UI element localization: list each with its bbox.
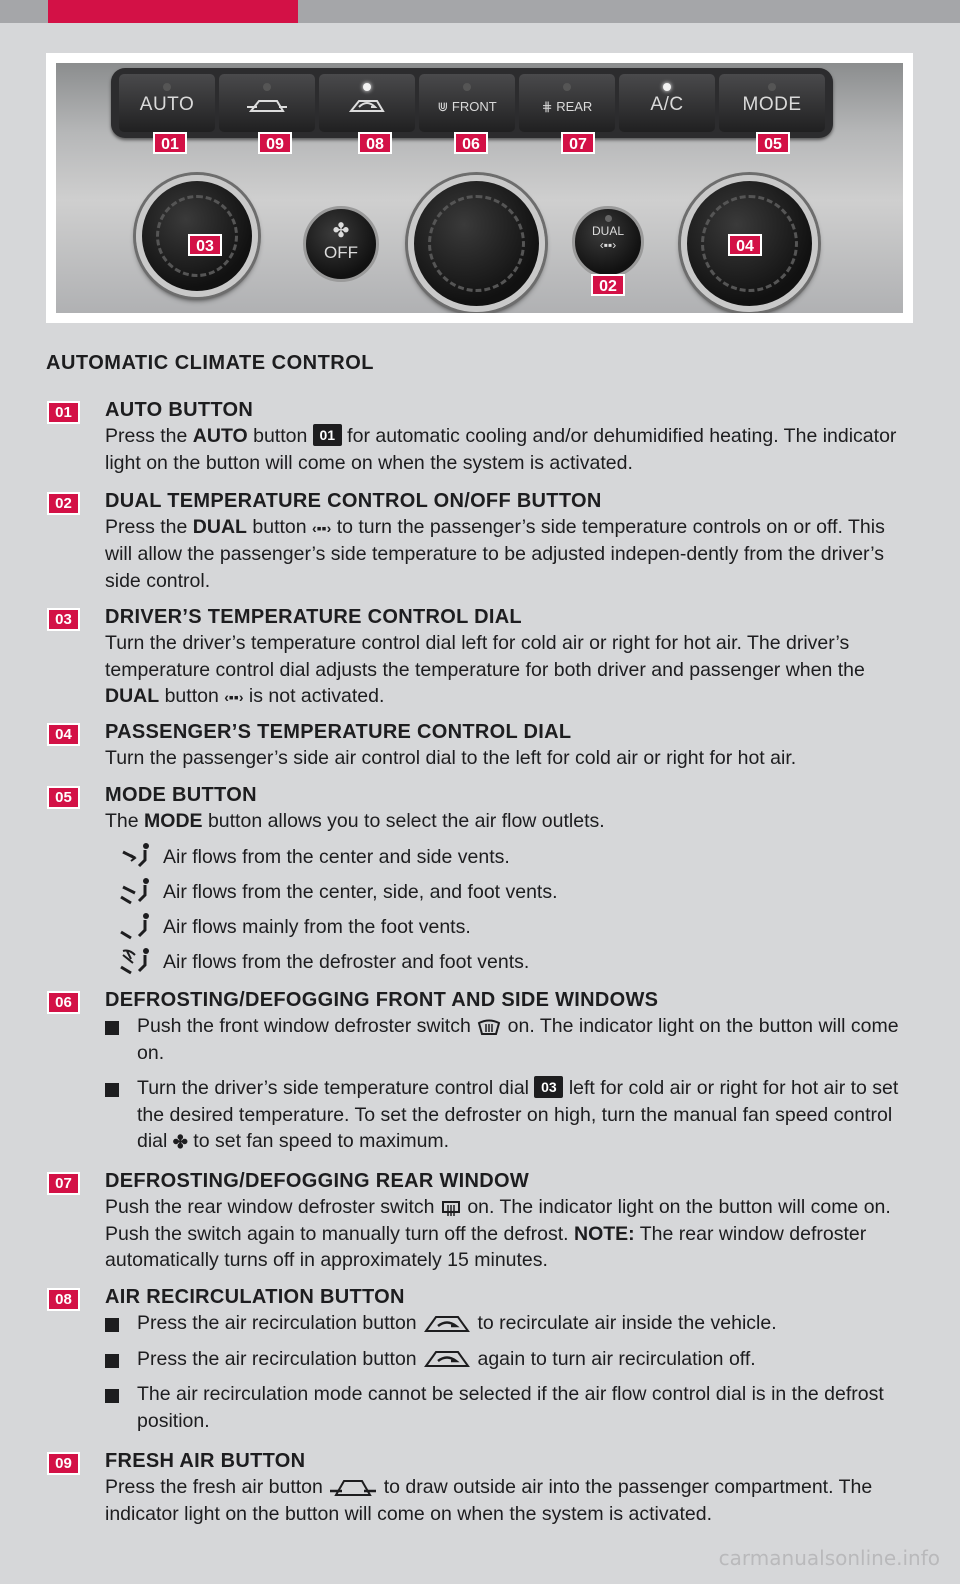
section-number-04: 04 xyxy=(47,723,80,746)
inline-callout-01: 01 xyxy=(313,424,342,446)
section-body: Push the rear window defroster switch on. The indicator light on the button will come on. Push the switch again to manually turn off the defrost. NOTE: The rear window defroster automatically turns off in approximately 15 minutes. xyxy=(105,1196,891,1271)
rear-defrost-button[interactable] xyxy=(519,74,615,132)
mode-description: Air flows from the center, side, and foot vents. xyxy=(163,880,558,903)
mode-description: Air flows mainly from the foot vents. xyxy=(163,915,471,938)
fresh-air-icon xyxy=(328,1477,378,1499)
section-title: DEFROSTING/DEFOGGING REAR WINDOW xyxy=(105,1170,530,1192)
section-body: Press the DUAL button ‹▪▪› to turn the passenger’s side temperature controls on or off. This will allow the passenger’s side temperature to be adjusted indepen-dently from the driver’s side control. xyxy=(105,516,885,592)
section-number-02: 02 xyxy=(47,492,80,515)
section-body: Turn the driver’s temperature control dial left for cold air or right for hot air. The driver’s temperature control dial adjusts the temperature for both driver and passenger when the DUAL button ‹▪▪› is not activated. xyxy=(105,630,905,710)
dual-button[interactable] xyxy=(572,206,644,278)
fan-speed-dial[interactable] xyxy=(408,175,545,312)
section-body: The MODE button allows you to select the air flow outlets. xyxy=(105,810,605,832)
fan-off-label: OFF xyxy=(324,243,358,262)
dual-seats-icon: ‹▪▪› xyxy=(224,688,244,705)
front-defrost-button[interactable] xyxy=(419,74,515,132)
section-title: PASSENGER’S TEMPERATURE CONTROL DIAL xyxy=(105,721,572,743)
section-number-01: 01 xyxy=(47,401,80,424)
section-number-09: 09 xyxy=(47,1452,80,1475)
callout-02: 02 xyxy=(591,274,625,296)
rear-defrost-indicator-light xyxy=(563,83,571,91)
recirculation-icon xyxy=(422,1348,472,1370)
section-number-05: 05 xyxy=(47,786,80,809)
dual-button-label: DUAL xyxy=(591,224,624,238)
section-fresh-air xyxy=(105,1448,905,1527)
button-strip xyxy=(111,68,833,138)
callout-09: 09 xyxy=(258,132,292,154)
ac-button-label: A/C xyxy=(650,94,684,115)
auto-button[interactable] xyxy=(119,74,215,132)
front-defrost-icon: ⋓ xyxy=(437,99,449,114)
mode-description: Air flows from the defroster and foot vents. xyxy=(163,950,530,973)
bullet-item: Push the front window defroster switch on. The indicator light on the button will come on. xyxy=(105,1013,905,1066)
ac-button[interactable] xyxy=(619,74,715,132)
section-title: AIR RECIRCULATION BUTTON xyxy=(105,1286,405,1308)
climate-panel-photo xyxy=(46,53,913,323)
inline-callout-03: 03 xyxy=(534,1076,563,1098)
mode-button-label: MODE xyxy=(742,94,802,115)
mode-row xyxy=(105,879,905,914)
section-dual-button xyxy=(105,488,905,594)
top-bar xyxy=(0,0,960,23)
dual-seats-icon: ‹▪▪› xyxy=(599,238,617,252)
rear-defrost-icon xyxy=(440,1199,462,1217)
bullet-item: Turn the driver’s side temperature control dial 03 left for cold air or right for hot air to set the desired temperature. To set the defroster on high, turn the manual fan speed control dial ✤ to set fan speed to maximum. xyxy=(105,1075,905,1155)
section-front-defrost xyxy=(105,987,905,1155)
fresh-air-icon xyxy=(245,95,289,117)
auto-indicator-light xyxy=(163,83,171,91)
front-defrost-indicator-light xyxy=(463,83,471,91)
section-mode-button xyxy=(105,782,905,984)
section-body: Turn the passenger’s side air control dial to the left for cold air or right for hot air. xyxy=(105,747,797,769)
callout-03: 03 xyxy=(188,234,222,256)
section-number-06: 06 xyxy=(47,991,80,1014)
section-body: Press the fresh air button to draw outside air into the passenger compartment. The indicator light on the button will come on when the system is activated. xyxy=(105,1476,873,1525)
section-auto-button xyxy=(105,397,905,476)
section-driver-dial xyxy=(105,604,905,710)
recirculation-icon xyxy=(422,1313,472,1335)
bullet-item: The air recirculation mode cannot be selected if the air flow control dial is in the defrost position. xyxy=(105,1381,905,1434)
fan-icon: ✤ xyxy=(332,220,350,242)
mode-button[interactable] xyxy=(719,74,825,132)
section-title: DRIVER’S TEMPERATURE CONTROL DIAL xyxy=(105,606,522,628)
mode-row xyxy=(105,844,905,879)
callout-01: 01 xyxy=(153,132,187,154)
callout-08: 08 xyxy=(358,132,392,154)
foot-mode-icon xyxy=(115,912,153,940)
section-title: FRESH AIR BUTTON xyxy=(105,1450,306,1472)
recirculation-button[interactable] xyxy=(319,74,415,132)
section-recirculation xyxy=(105,1284,905,1434)
section-title: AUTO BUTTON xyxy=(105,399,254,421)
mode-indicator-light xyxy=(768,83,776,91)
section-number-07: 07 xyxy=(47,1172,80,1195)
watermark: carmanualsonline.info xyxy=(718,1546,940,1570)
top-bar-accent xyxy=(48,0,298,23)
fan-icon: ✤ xyxy=(172,1131,188,1152)
section-title: DEFROSTING/DEFOGGING FRONT AND SIDE WINDOWS xyxy=(105,989,659,1011)
front-defrost-label: FRONT xyxy=(451,99,497,114)
rear-defrost-icon: ⋕ xyxy=(541,99,553,114)
callout-07: 07 xyxy=(561,132,595,154)
fresh-air-button[interactable] xyxy=(219,74,315,132)
front-defrost-icon xyxy=(476,1018,502,1036)
dual-seats-icon: ‹▪▪› xyxy=(312,519,332,536)
defrost-foot-mode-icon xyxy=(115,947,153,975)
callout-06: 06 xyxy=(454,132,488,154)
rear-defrost-label: REAR xyxy=(556,99,593,114)
fresh-air-indicator-light xyxy=(263,83,271,91)
dual-indicator-light xyxy=(605,215,612,222)
section-number-03: 03 xyxy=(47,608,80,631)
section-title: DUAL TEMPERATURE CONTROL ON/OFF BUTTON xyxy=(105,490,602,512)
bi-level-mode-icon xyxy=(115,877,153,905)
section-title: MODE BUTTON xyxy=(105,784,257,806)
section-passenger-dial xyxy=(105,719,905,772)
callout-05: 05 xyxy=(756,132,790,154)
bullet-item: Press the air recirculation button to recirculate air inside the vehicle. xyxy=(105,1310,905,1337)
auto-button-label: AUTO xyxy=(139,94,195,115)
mode-description: Air flows from the center and side vents. xyxy=(163,845,510,868)
recirculation-icon xyxy=(345,95,389,117)
fan-off-button[interactable] xyxy=(303,206,379,282)
ac-indicator-light xyxy=(663,83,671,91)
section-number-08: 08 xyxy=(47,1288,80,1311)
dashboard xyxy=(56,63,903,313)
page-title: AUTOMATIC CLIMATE CONTROL xyxy=(46,352,375,374)
mode-row xyxy=(105,914,905,949)
recirculation-indicator-light xyxy=(363,83,371,91)
mode-row xyxy=(105,949,905,984)
section-rear-defrost xyxy=(105,1168,905,1274)
vent-mode-icon xyxy=(115,842,153,870)
section-body: Press the AUTO button 01 for automatic cooling and/or dehumidified heating. The indicator light on the button will come on when the system is activated. xyxy=(105,425,897,474)
bullet-item: Press the air recirculation button again to turn air recirculation off. xyxy=(105,1346,905,1373)
callout-04: 04 xyxy=(728,234,762,256)
fan-speed-scale xyxy=(428,195,525,292)
